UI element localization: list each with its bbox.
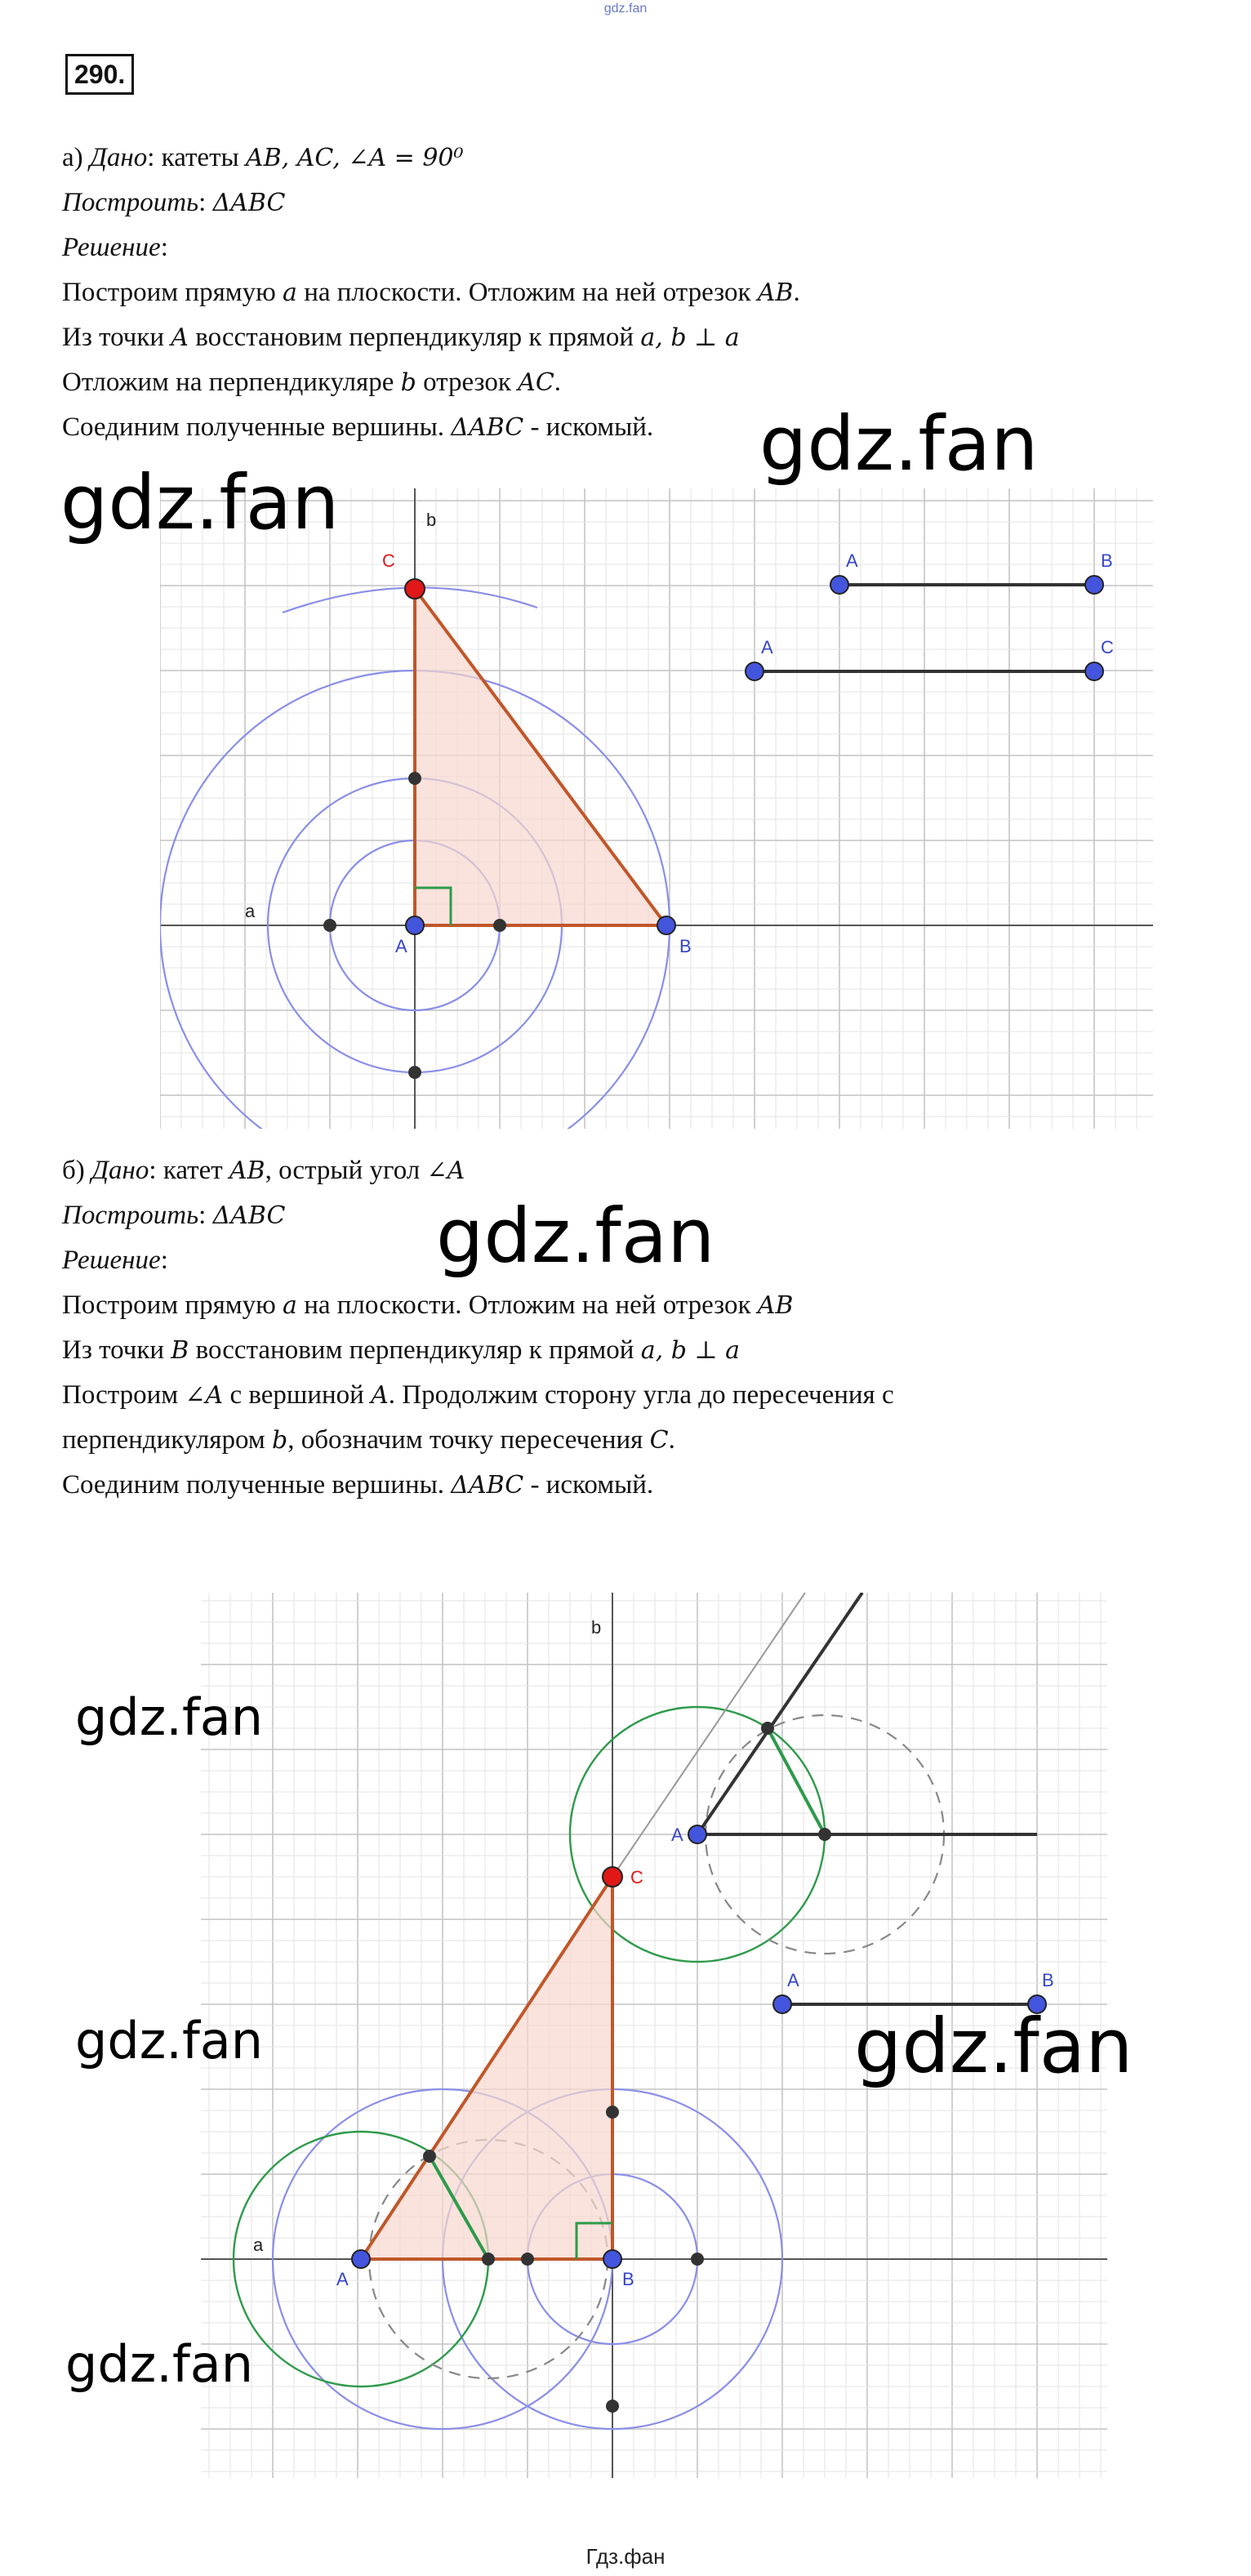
point-b (657, 916, 675, 934)
watermark: gdz.fan (60, 459, 340, 546)
step-text: - искомый. (523, 1470, 654, 1500)
step-text: Построим прямую (62, 278, 283, 307)
point-aux (761, 1722, 774, 1735)
given-math: AB, AC, ∠A = 90⁰ (245, 144, 464, 172)
step-math: B (171, 1336, 189, 1365)
point-aux (606, 2400, 619, 2413)
build-label: Построить (62, 1201, 199, 1230)
point-seg-c (1085, 662, 1103, 680)
given-math: AB (229, 1157, 265, 1185)
label-line-b: b (426, 510, 437, 530)
point-angle-vertex (688, 1825, 706, 1843)
point-aux (482, 2253, 495, 2266)
label-line-b-b: b (591, 1617, 602, 1638)
given-label: Дано (89, 143, 148, 172)
watermark: gdz.fan (75, 2011, 264, 2070)
figure-a (160, 488, 1153, 1129)
label-seg2-right: C (1101, 637, 1114, 657)
step-text: с вершиной (223, 1380, 372, 1410)
given-text: : катет (149, 1156, 229, 1185)
given-math: ∠A (426, 1157, 465, 1185)
part-b-step-2 (62, 1328, 894, 1373)
solution-colon: : (160, 1246, 168, 1275)
part-b-given-line (62, 1148, 894, 1193)
step-text: . (668, 1425, 675, 1455)
step-math: AC (518, 368, 554, 397)
step-text: Из точки (62, 1335, 171, 1365)
step-text: Отложим на перпендикуляре (62, 368, 401, 397)
label-line-a-b: a (253, 2235, 264, 2255)
step-text: . (554, 368, 562, 397)
step-math: ΔABC (451, 1471, 524, 1500)
label-seg1-left: A (846, 550, 858, 571)
part-b-step-1 (62, 1283, 894, 1328)
step-math: AB (757, 1291, 794, 1320)
part-a-given-line (62, 136, 800, 180)
step-text: , обозначим точку пересечения (287, 1425, 650, 1455)
part-b-prefix: б) (62, 1156, 92, 1185)
step-text: . (793, 278, 800, 307)
watermark: gdz.fan (436, 1192, 715, 1280)
solution-label: Решение (62, 233, 161, 262)
point-aux (818, 1828, 831, 1841)
label-seg-right: B (1042, 1970, 1054, 1990)
build-colon: : (198, 1201, 213, 1230)
point-aux (493, 919, 506, 932)
part-a-step-4 (62, 405, 800, 450)
point-aux (323, 919, 336, 932)
step-math: ΔABC (451, 413, 524, 442)
watermark: gdz.fan (75, 1687, 264, 1747)
part-a-prefix: а) (62, 143, 90, 172)
step-math: a, b ⊥ a (640, 323, 740, 352)
part-a-text (62, 136, 800, 450)
point-c-b (603, 1867, 622, 1887)
step-math: a (283, 279, 297, 307)
point-aux (423, 2150, 436, 2163)
triangle-abc (415, 589, 666, 925)
point-seg-a-b (773, 1995, 791, 2013)
part-a-step-2 (62, 315, 800, 360)
top-watermark: gdz.fan (603, 2, 648, 16)
labels-a (245, 510, 1114, 956)
bottom-watermark: Гдз.фан (585, 2544, 666, 2569)
label-angle-vertex: A (671, 1825, 683, 1845)
step-text: Построим (62, 1380, 185, 1410)
step-text: Соединим полученные вершины. (62, 1470, 452, 1500)
label-point-c: C (382, 550, 395, 571)
point-b-b (603, 2250, 621, 2268)
point-aux (606, 2106, 619, 2119)
step-math: a, b ⊥ a (640, 1336, 741, 1365)
point-aux (521, 2253, 534, 2266)
step-math: A (171, 323, 189, 352)
part-a-build-line (62, 180, 800, 225)
part-a-step-1 (62, 270, 800, 315)
step-text: на плоскости. Отложим на ней отрезок (296, 278, 758, 307)
build-label: Построить (62, 188, 199, 217)
build-colon: : (198, 188, 213, 217)
step-text: Соединим полученные вершины. (62, 412, 452, 442)
watermark: gdz.fan (854, 2003, 1133, 2090)
step-text: отрезок (416, 368, 519, 397)
solution-label: Решение (62, 1246, 161, 1275)
task-number: 290. (65, 54, 134, 95)
step-math: b (272, 1426, 288, 1455)
step-math: A (371, 1381, 389, 1410)
step-text: Построим прямую (62, 1290, 283, 1320)
given-label: Дано (91, 1156, 149, 1185)
step-text: Из точки (62, 323, 171, 352)
label-point-b: B (679, 936, 692, 956)
point-aux (691, 2253, 704, 2266)
part-a-step-3 (62, 360, 800, 405)
build-math: ΔABC (212, 1201, 286, 1230)
part-b-step-3 (62, 1373, 894, 1418)
step-math: AB (757, 279, 794, 307)
point-seg-a (830, 576, 848, 594)
step-math: b (400, 368, 416, 397)
step-text: восстановим перпендикуляр к прямой (189, 1335, 641, 1365)
label-seg2-left: A (761, 637, 773, 657)
step-text: восстановим перпендикуляр к прямой (188, 323, 641, 352)
watermark: gdz.fan (759, 400, 1039, 488)
label-point-a-b: A (336, 2269, 349, 2289)
label-point-a: A (395, 936, 407, 956)
part-b-step-5 (62, 1463, 894, 1508)
chord-top (768, 1728, 825, 1834)
solution-colon: : (160, 233, 168, 262)
part-b-step-4 (62, 1418, 894, 1463)
step-math: C (649, 1426, 669, 1455)
point-a (406, 916, 424, 934)
point-seg-b (1085, 576, 1103, 594)
point-seg-a2 (746, 662, 764, 680)
label-line-a: a (245, 901, 256, 921)
step-math: ∠A (185, 1381, 224, 1410)
build-math: ΔABC (212, 189, 286, 217)
point-aux (408, 772, 421, 785)
step-text: перпендикуляром (62, 1425, 272, 1455)
given-text: : катеты (147, 143, 246, 172)
step-text: на плоскости. Отложим на ней отрезок (296, 1290, 758, 1320)
watermark: gdz.fan (65, 2334, 254, 2394)
step-math: a (283, 1291, 297, 1320)
step-text: . Продолжим сторону угла до пересечения с (388, 1380, 894, 1410)
point-c (405, 579, 425, 599)
label-seg1-right: B (1101, 550, 1113, 571)
given-text: , острый угол (265, 1156, 427, 1185)
label-seg-left: A (787, 1970, 799, 1990)
label-point-c-b: C (630, 1867, 643, 1887)
point-a-b (352, 2250, 370, 2268)
part-a-solution-line (62, 225, 800, 270)
step-text: - искомый. (523, 412, 654, 442)
triangle-shape (415, 589, 666, 925)
label-point-b-b: B (622, 2269, 634, 2289)
point-aux (408, 1066, 421, 1079)
